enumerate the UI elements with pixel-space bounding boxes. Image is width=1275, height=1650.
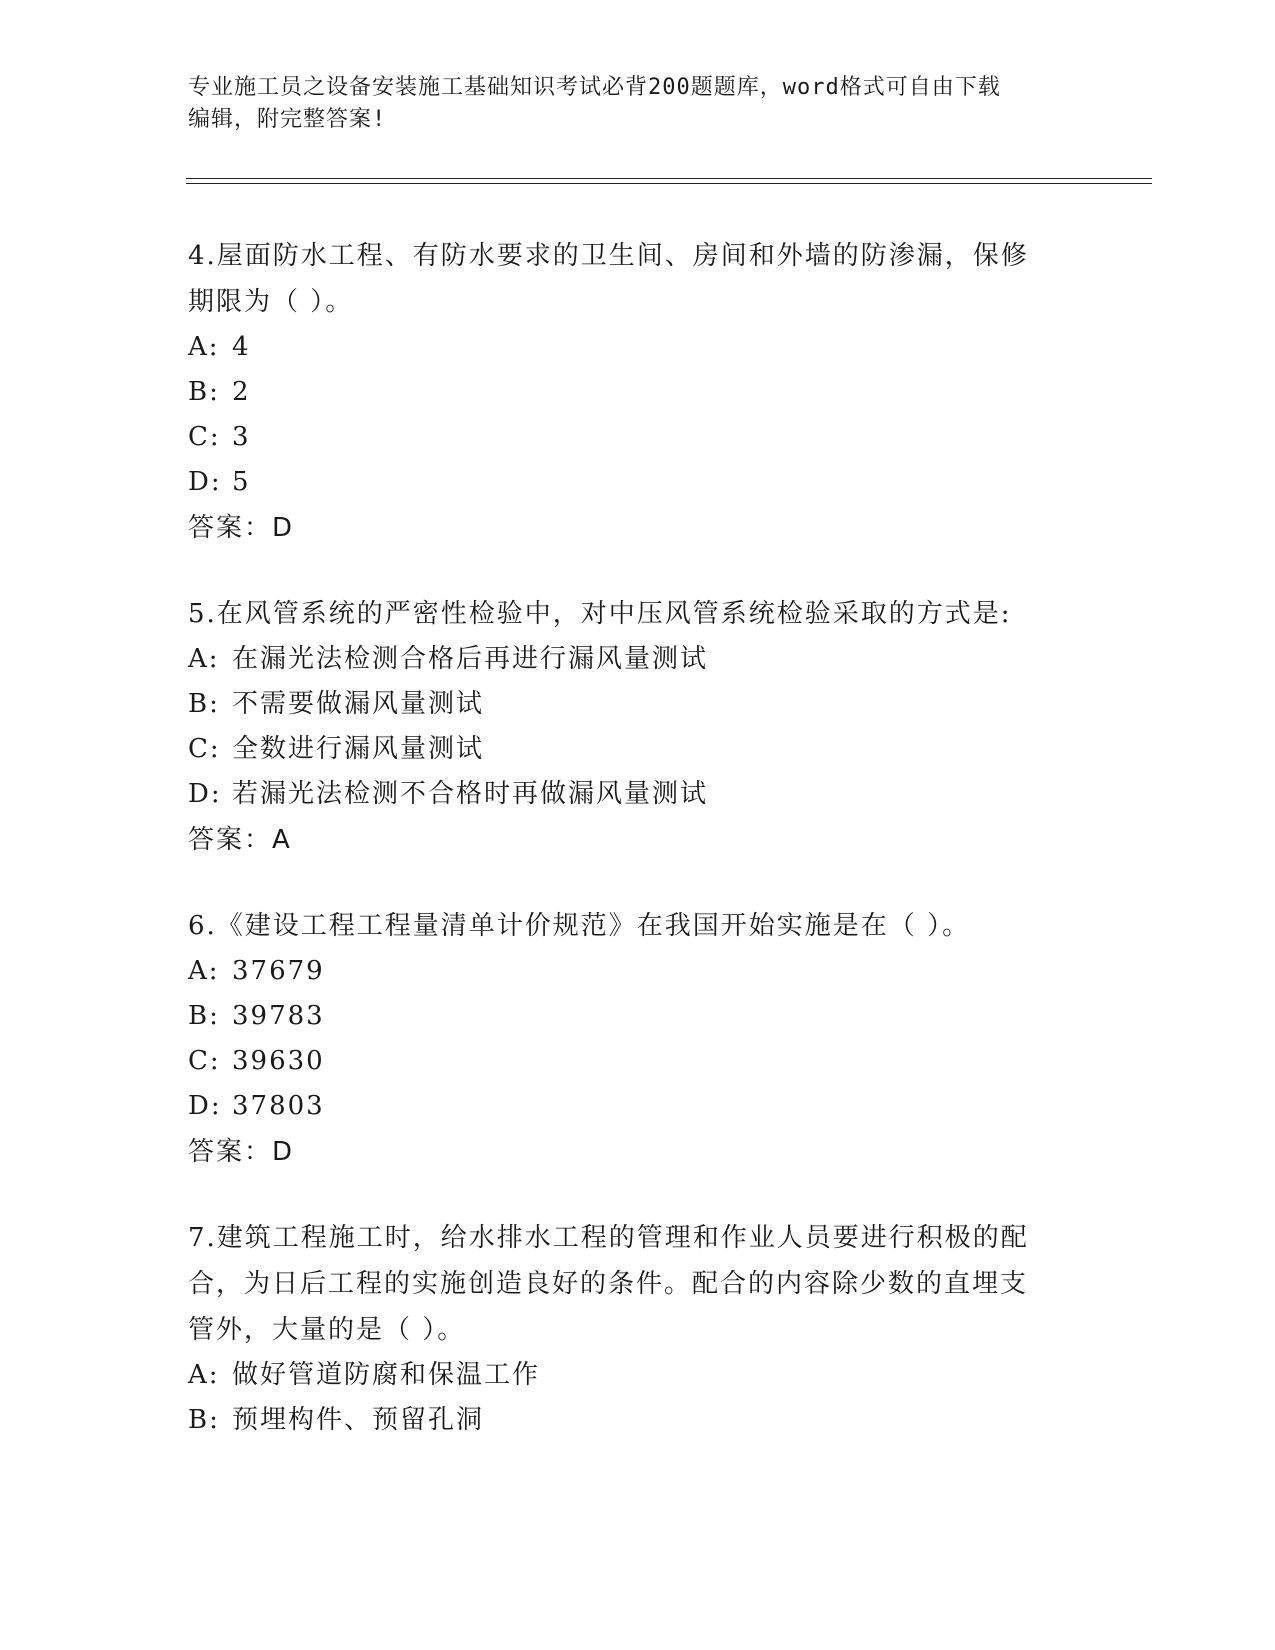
question-stem-line: 7.建筑工程施工时，给水排水工程的管理和作业人员要进行积极的配 bbox=[188, 1223, 1029, 1253]
option-text: 全数进行漏风量测试 bbox=[232, 734, 485, 764]
option-c bbox=[188, 415, 1088, 460]
answer-text: 答案：D bbox=[188, 1137, 295, 1167]
document-header bbox=[188, 72, 1088, 136]
option-label: D: bbox=[188, 779, 222, 809]
option-d bbox=[188, 1084, 1088, 1129]
question-stem-line: 6.《建设工程工程量清单计价规范》在我国开始实施是在（ ）。 bbox=[188, 911, 971, 941]
option-d bbox=[188, 460, 1088, 505]
question-stem-line: 管外，大量的是（ ）。 bbox=[188, 1315, 466, 1345]
option-b bbox=[188, 370, 1088, 415]
option-label: B: bbox=[188, 377, 220, 407]
option-label: B: bbox=[188, 1405, 220, 1435]
option-label: C: bbox=[188, 1046, 221, 1076]
option-text: 不需要做漏风量测试 bbox=[232, 689, 485, 719]
question-stem-line: 合，为日后工程的实施创造良好的条件。配合的内容除少数的直埋支 bbox=[188, 1269, 1029, 1299]
question-4 bbox=[188, 233, 1088, 551]
option-label: D: bbox=[188, 467, 222, 497]
option-text: 2 bbox=[232, 377, 251, 407]
question-stem-line: 5.在风管系统的严密性检验中，对中压风管系统检验采取的方式是: bbox=[188, 599, 1012, 629]
option-b bbox=[188, 994, 1088, 1039]
option-text: 39783 bbox=[232, 1001, 325, 1031]
option-c bbox=[188, 727, 1088, 772]
option-a bbox=[188, 1353, 1088, 1398]
header-title-line-1: 专业施工员之设备安装施工基础知识考试必背200题题库，word格式可自由下载 bbox=[188, 75, 1001, 100]
option-label: D: bbox=[188, 1091, 222, 1121]
question-7 bbox=[188, 1215, 1088, 1443]
option-text: 做好管道防腐和保温工作 bbox=[232, 1360, 541, 1390]
option-label: C: bbox=[188, 734, 221, 764]
option-label: A: bbox=[188, 1360, 220, 1390]
question-stem-line: 4.屋面防水工程、有防水要求的卫生间、房间和外墙的防渗漏，保修 bbox=[188, 241, 1029, 271]
answer-text: 答案：A bbox=[188, 825, 292, 855]
header-title-line-2: 编辑，附完整答案! bbox=[188, 107, 387, 132]
option-b bbox=[188, 682, 1088, 727]
option-text: 在漏光法检测合格后再进行漏风量测试 bbox=[232, 644, 709, 674]
option-text: 37803 bbox=[232, 1091, 325, 1121]
option-label: C: bbox=[188, 422, 221, 452]
question-stem-line: 期限为（ ）。 bbox=[188, 287, 354, 317]
option-text: 若漏光法检测不合格时再做漏风量测试 bbox=[232, 779, 709, 809]
option-label: B: bbox=[188, 1001, 220, 1031]
option-text: 39630 bbox=[232, 1046, 325, 1076]
option-label: A: bbox=[188, 644, 220, 674]
option-a bbox=[188, 325, 1088, 370]
option-label: B: bbox=[188, 689, 220, 719]
option-b bbox=[188, 1398, 1088, 1443]
option-text: 5 bbox=[232, 467, 251, 497]
option-a bbox=[188, 637, 1088, 682]
option-text: 4 bbox=[232, 332, 251, 362]
header-divider-top bbox=[186, 178, 1152, 179]
option-d bbox=[188, 772, 1088, 817]
question-5 bbox=[188, 591, 1088, 863]
option-text: 3 bbox=[232, 422, 251, 452]
option-c bbox=[188, 1039, 1088, 1084]
question-6 bbox=[188, 903, 1088, 1175]
option-text: 37679 bbox=[232, 956, 325, 986]
option-a bbox=[188, 949, 1088, 994]
option-text: 预埋构件、预留孔洞 bbox=[232, 1405, 485, 1435]
answer-text: 答案：D bbox=[188, 513, 295, 543]
option-label: A: bbox=[188, 332, 220, 362]
option-label: A: bbox=[188, 956, 220, 986]
question-list bbox=[188, 233, 1088, 1483]
header-divider-bottom bbox=[186, 183, 1152, 184]
